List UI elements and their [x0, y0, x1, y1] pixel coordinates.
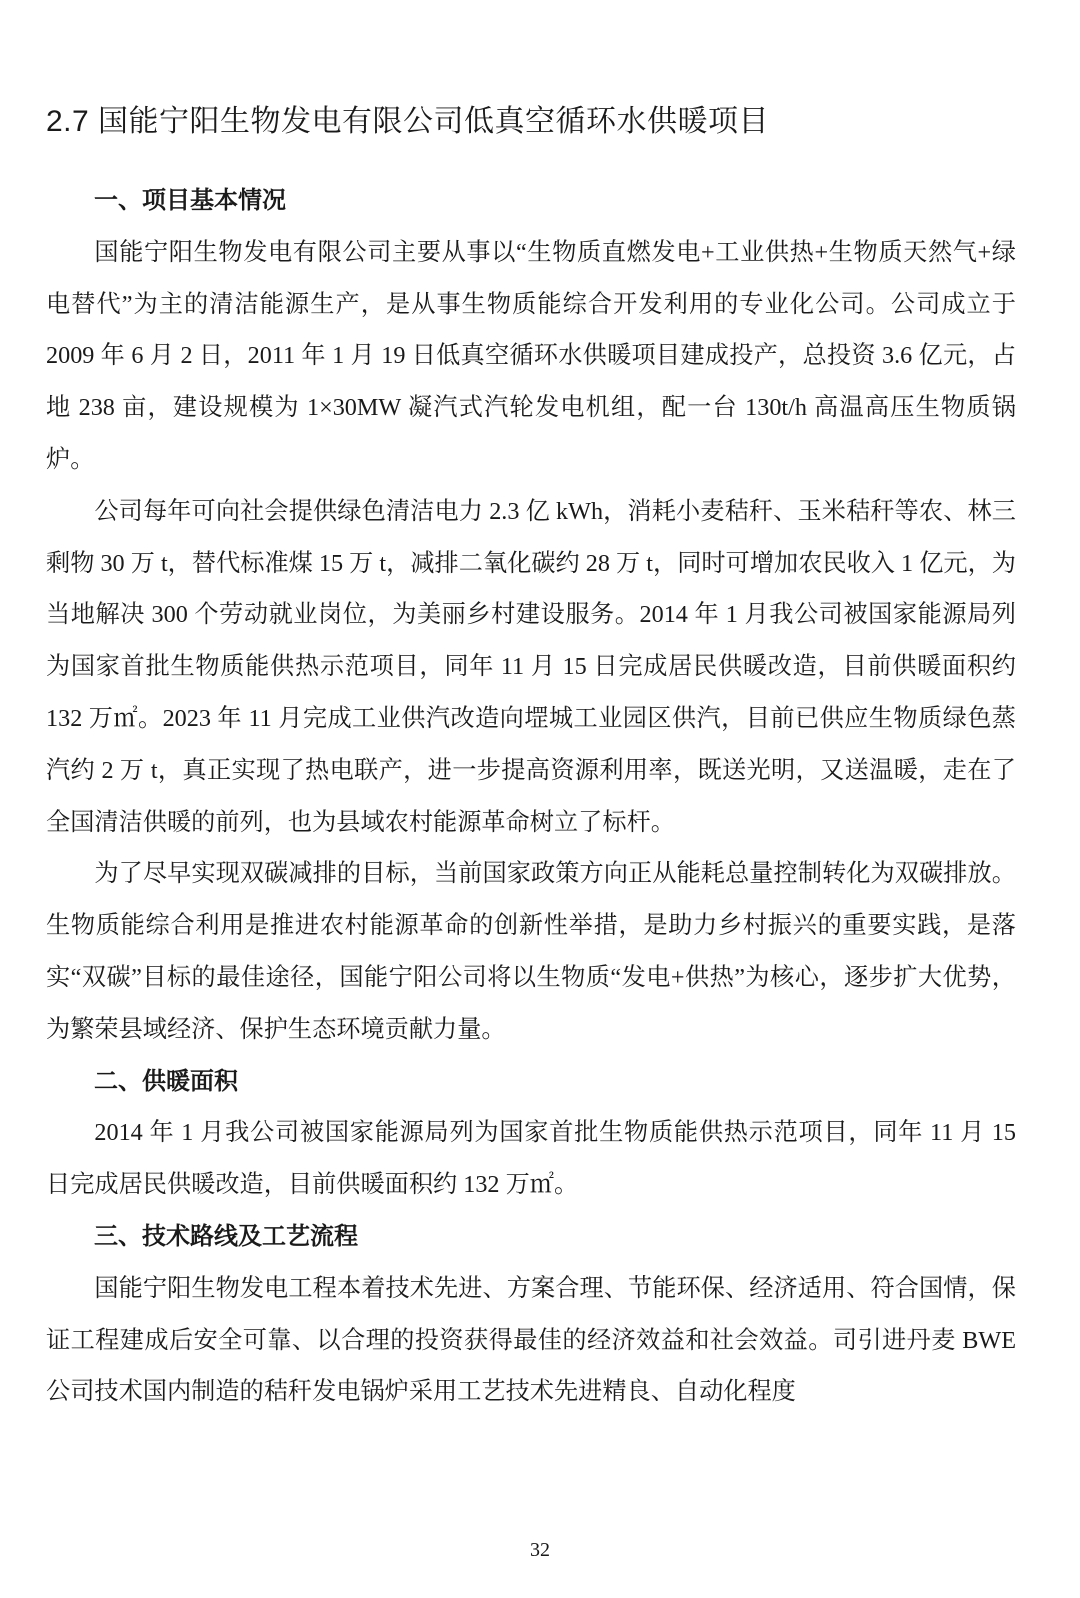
paragraph-carbon-goals: 为了尽早实现双碳减排的目标，当前国家政策方向正从能耗总量控制转化为双碳排放。生物质能综合利用是推进农村能源革命的创新性举措，是助力乡村振兴的重要实践，是落实“双碳”目标的最佳途径，国能宁阳公司将以生物质“发电+供热”为核心，逐步扩大优势，为繁荣县域经济、保护生态环境贡献力量。: [46, 860, 1016, 1043]
paragraph-technical-route: 国能宁阳生物发电工程本着技术先进、方案合理、节能环保、经济适用、符合国情，保证工程建成后安全可靠、以合理的投资获得最佳的经济效益和社会效益。司引进丹麦 BWE 公司技术国内制造的秸秆发电锅炉采用工艺技术先进精良、自动化程度: [46, 1274, 1016, 1406]
heading-basic-info: 一、项目基本情况: [94, 187, 286, 214]
paragraph-company-overview: 国能宁阳生物发电有限公司主要从事以“生物质直燃发电+工业供热+生物质天然气+绿电替代”为主的清洁能源生产，是从事生物质能综合开发利用的专业化公司。公司成立于 2009 年 6 月 2 日，2011 年 1 月 19 日低真空循环水供暖项目建成投产，总投资 3.6 亿元，占地 238 亩，建设规模为 1×30MW 凝汽式汽轮发电机组，配一台 130t/h 高温高压生物质锅炉。: [46, 238, 1016, 473]
section-title: 2.7 国能宁阳生物发电有限公司低真空循环水供暖项目: [46, 105, 770, 138]
paragraph-heating-area: 2014 年 1 月我公司被国家能源局列为国家首批生物质能供热示范项目，同年 11 月 15 日完成居民供暖改造，目前供暖面积约 132 万㎡。: [46, 1119, 1016, 1199]
heading-heating-area: 二、供暖面积: [94, 1067, 238, 1095]
paragraph-annual-output: 公司每年可向社会提供绿色清洁电力 2.3 亿 kWh，消耗小麦秸秆、玉米秸秆等农、林三剩物 30 万 t，替代标准煤 15 万 t，减排二氧化碳约 28 万 t，同时可增加农民收入 1 亿元，为当地解决 300 个劳动就业岗位，为美丽乡村建设服务。2014 年 1 月我公司被国家能源局列为国家首批生物质能供热示范项目，同年 11 月 15 日完成居民供暖改造，目前供暖面积约 132 万㎡。2023 年 11 月完成工业供汽改造向堽城工业园区供汽，目前已供应生物质绿色蒸汽约 2 万 t，真正实现了热电联产，进一步提高资源利用率，既送光明，又送温暖，走在了全国清洁供暖的前列，也为县域农村能源革命树立了标杆。: [46, 497, 1016, 836]
document-body: [46, 175, 1016, 1418]
heading-technical-route: 三、技术路线及工艺流程: [94, 1222, 358, 1250]
page-number: 32: [530, 1539, 550, 1561]
